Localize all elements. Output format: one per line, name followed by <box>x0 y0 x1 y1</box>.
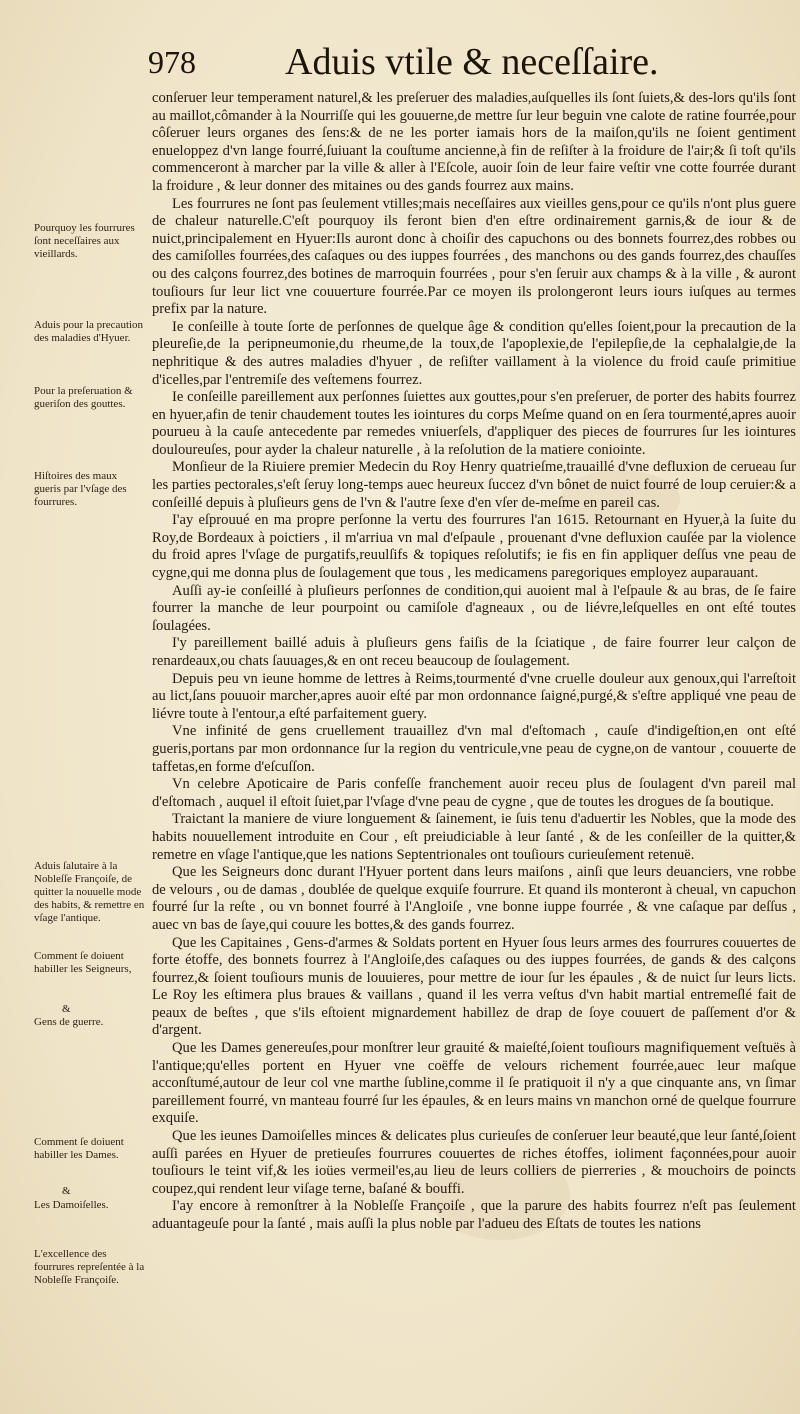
margin-note: Comment ſe doiuent habiller les Seigneurs, <box>34 950 132 975</box>
margin-note: L'excellence des fourrures repreſentée à la Nobleſſe Françoiſe. <box>34 1248 145 1286</box>
paragraph: Que les ieunes Damoiſelles minces & delicates plus curieuſes de conſeruer leur beauté,que leur ſanté,ſoient auſſi parées en Hyuer de pretieuſes fourrures couuertes de riches étoffes, ioliment façonnées,pour auoir touſiours le teint vif,& les ioües vermeil'es,au lieu de leurs colliers de pierreries , & mouchoirs de poincts coupez,qui rendent leur viſage terne, baſané & bouffi. <box>152 1128 796 1197</box>
margin-note: Hiſtoires des maux gueris par l'vſage des fourrures. <box>34 470 127 508</box>
running-title: Aduis vtile & neceſſaire. <box>285 41 659 83</box>
paragraph: I'ay eſprouué en ma propre perſonne la vertu des fourrures l'an 1615. Retournant en Hyuer,à la ſuite du Roy,de Bordeaux à poictiers , il m'arriua vn mal d'eſpaule , prouenant d'vne defluxion cauſée par la violence du froid apres l'vſage de purgatifs,reuulſifs & topiques reſolutifs; ie fis en fin appliquer deſſus vne peau de cygne,qui me donna plus de ſoulagement que tous , les medicamens paregoriques employez auparauant. <box>152 512 796 582</box>
main-text-column <box>152 90 796 1234</box>
margin-note: Aduis pour la precaution des maladies d'Hyuer. <box>34 319 144 344</box>
paragraph: Que les Seigneurs donc durant l'Hyuer portent dans leurs maiſons , ainſi que leurs deuanciers, vne robbe de velours , ou de damas , doublée de quelque exquiſe fourrure. Et quand ils monteront à cheual, vn capuchon fourré ſur la reſte , ou vn bonnet fourré à l'Angloiſe , vne bonne iuppe fourrée , & vne caſaque par deſſus , auec vn bas de ſaye,qui couure les bottes,& des gands fourrez. <box>152 864 796 933</box>
paragraph: Que les Capitaines , Gens-d'armes & Soldats portent en Hyuer ſous leurs armes des fourrures couuertes de forte étoffe, des bonnets fourrez à l'Angloiſe,des caſaques ou des iuppes fourrées, de gands & des calçons fourrez,& ſoient touſiours munis de louuieres, pour mettre de iour ſur les épaules , & de nuict ſur leurs licts. Le Roy les eſtimera plus braues & vaillans , quand il les verra veſtus d'vn habit martial entremeſlé fait de peaux de beſtes , que s'ils eſtoient mignardement habillez de drap de ſoye couuert de paſſement d'or & d'argent. <box>152 934 796 1039</box>
paragraph: Vn celebre Apoticaire de Paris confeſſe franchement auoir receu plus de ſoulagent d'vn pareil mal d'eſtomach , auquel il eſtoit ſuiet,par l'vſage d'vne peau de cygne , que de toutes les drogues de ſa boutique. <box>152 776 796 810</box>
margin-note: Gens de guerre. <box>34 1016 104 1028</box>
paragraph: Les fourrures ne ſont pas ſeulement vtilles;mais neceſſaires aux vieilles gens,pour ce qu'ils n'ont plus guere de chaleur naturelle.C'eſt pourquoy ils feront bien d'en eſtre ordinairement garnis,& de iour & de nuict,principalement en Hyuer:Ils auront donc à choiſir des capuchons ou des bonnets fourrez,des robbes ou des camiſolles fourrées,des caſaques ou des iuppes fourrées , des manchons ou des gands fourrez,des chauſſes ou des calçons fourrez,des botines de marroquin fourrées , pour s'en ſeruir aux champs & à la ville , & auront touſiours ſur leur lict vne couuerture fourrée.Par ce moyen ils prolongeront leurs iours iuſques au termes prefix par la nature. <box>152 195 796 318</box>
margin-note: & <box>62 1003 71 1015</box>
paragraph: I'y pareillement baillé aduis à pluſieurs gens faiſis de la ſciatique , de faire fourrer leur calçon de renardeaux,ou chats ſauuages,& en ont receu beaucoup de ſoulagement. <box>152 635 796 669</box>
paragraph: Monſieur de la Riuiere premier Medecin du Roy Henry quatrieſme,trauaillé d'vne defluxion de cerueau ſur les parties pectorales,s'eſt ſeruy long-temps auec heureux ſuccez d'vn bônet de nuict fourré de loup ceruier:& a conſeillé depuis à pluſieurs gens de l'vn & l'autre ſexe d'en vſer de-meſme en pareil cas. <box>152 459 796 511</box>
margin-note: Pour la preſeruation & gueriſon des gouttes. <box>34 385 133 410</box>
paragraph: Auſſi ay-ie conſeillé à pluſieurs perſonnes de condition,qui auoient mal à l'eſpaule & au bras, de ſe faire fourrer la manche de leur pourpoint ou camiſole d'agneaux , ou de liévre,leſquelles en ont eſté toutes ſoulagées. <box>152 582 796 634</box>
margin-note: Les Damoiſelles. <box>34 1199 109 1211</box>
paragraph: Vne infinité de gens cruellement trauaillez d'vn mal d'eſtomach , cauſe d'indigeſtion,en ont eſté gueris,portans par mon ordonnance ſur la region du ventricule,vne peau de cygne,on de vantour , couuerte de taffetas,en forme d'eſcuſſon. <box>152 723 796 775</box>
margin-note: Aduis ſalutaire à la Nobleſſe Françoiſe, de quitter la nouuelle mode des habits, & remettre en vſage l'antique. <box>34 860 145 924</box>
paragraph: Ie conſeille pareillement aux perſonnes ſuiettes aux gouttes,pour s'en preſeruer, de porter des habits fourrez en hyuer,afin de tenir chaudement toutes les iointures du corps Meſme quand on en ſera tourmenté,apres auoir pourueu à la cauſe antecedente par remedes vniuerſels, d'appliquer des pieces de fourrures ſur les iointures douloureuſes, pour ayder la chaleur naturelle , à la reſolution de la matiere coniointe. <box>152 389 796 458</box>
paragraph: Ie conſeille à toute ſorte de perſonnes de quelque âge & condition qu'elles ſoient,pour la precaution de la pleureſie,de la peripneumonie,du rheume,de la toux,de l'apoplexie,de l'epilepſie,de la cephalalgie,de la nephritique & des autres maladies d'hyuer , de reſiſter vaillament à la violence du froid cauſe primitiue d'icelles,par l'entremiſe des veſtemens fourrez. <box>152 318 796 388</box>
paragraph: Depuis peu vn ieune homme de lettres à Reims,tourmenté d'vne cruelle douleur aux genoux,qui l'arreſtoit au lict,ſans pouuoir marcher,apres auoir eſté par mon ordonnance ſaigné,purgé,& s'eſtre appliqué vne peau de liévre toute à l'entour,a eſté parfaitement guery. <box>152 670 796 722</box>
paragraph: I'ay encore à remonſtrer à la Nobleſſe Françoiſe , que la parure des habits fourrez n'eſt pas ſeulement aduantageuſe pour la ſanté , mais auſſi la plus noble par l'adueu des Eſtats de toutes les nations <box>152 1198 796 1232</box>
margin-note: Comment ſe doiuent habiller les Dames. <box>34 1136 124 1161</box>
paragraph: Traictant la maniere de viure longuement & ſainement, ie ſuis tenu d'aduertir les Nobles, que la mode des habits nouuellement introduite en Cour , eſt preiudiciable à leur ſanté , & de les conſeiller de la quitter,& remetre en vſage l'antique,que les nations Septentrionales ont touſiours curieuſement retenuë. <box>152 811 796 863</box>
page-header <box>0 40 800 90</box>
paragraph: conſeruer leur temperament naturel,& les preſeruer des maladies,auſquelles ils ſont ſuiets,& des-lors qu'ils ſont au maillot,cômander à la Nourriſſe qui les gouuerne,de mettre ſur leur beguin vne calote de ratine fourrée,pour côſeruer leurs organes des ſens:& de ne les porter iamais hors de la maiſon,qu'ils ne ſoient gentiment enueloppez d'vn lange fourré,ſuiuant la couſtume ancienne,à fin de reſiſter à la froidure de l'air;& ſi toſt qu'ils commenceront à marcher par la ville & aller à l'Eſcole, auoir ſoin de leur faire veſtir vne cotte fourrée durant la froidure , & leur donner des mitaines ou des gands fourrez aux mains. <box>152 90 796 194</box>
margin-note: & <box>62 1185 71 1197</box>
paragraph: Que les Dames genereuſes,pour monſtrer leur grauité & maieſté,ſoient touſiours magnifiquement veſtuës à l'antique;qu'elles portent en Hyuer vne coëffe de velours richement fourrée,auec leur maſque acconſtumé,autour de leur col vne marthe ſubline,comme il ſe pratiquoit il n'y a que cinquante ans, vn ſimar pareillement fourré, vn manteau fourré ſur les épaules, & en leurs mains vn manchon orné de quelque fourrure exquiſe. <box>152 1040 796 1127</box>
page-number: 978 <box>148 44 196 80</box>
margin-note: Pourquoy les fourrures ſont neceſſaires aux vieillards. <box>34 222 135 260</box>
